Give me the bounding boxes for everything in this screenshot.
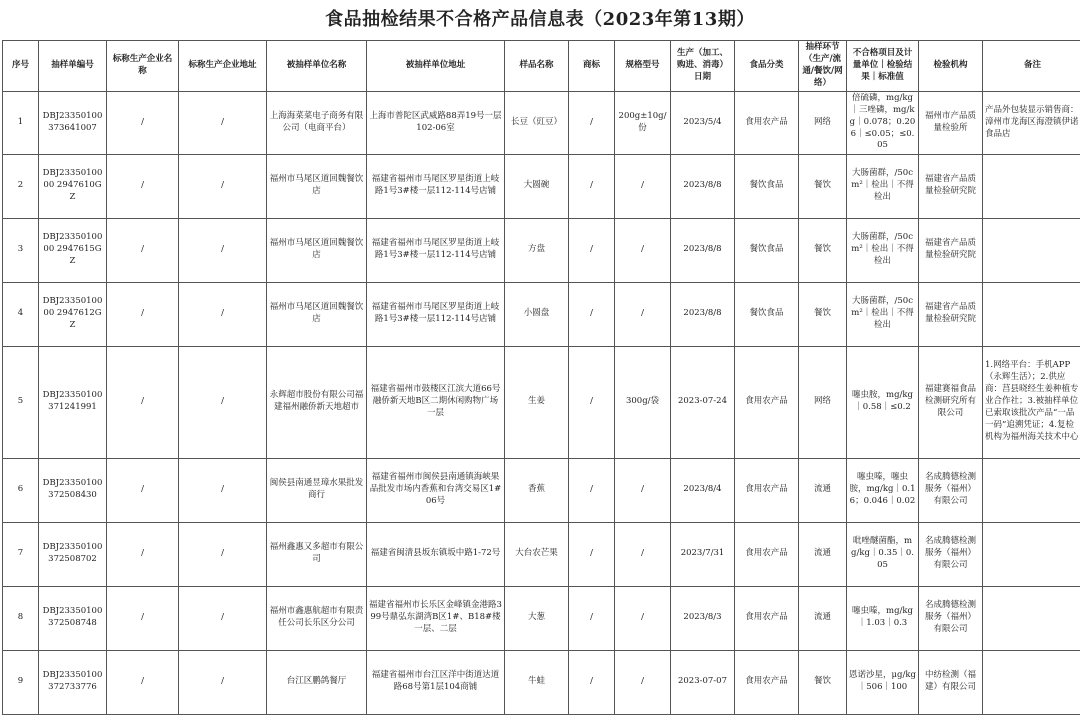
spec: /: [615, 282, 671, 346]
col-header: 被抽样单位名称: [267, 41, 367, 92]
row-number: 4: [3, 282, 39, 346]
remarks: [983, 218, 1080, 282]
row-number: 3: [3, 218, 39, 282]
remarks: [983, 154, 1080, 218]
manufacturer-name: /: [107, 650, 179, 714]
sampled-unit-address: 福建省福州市台江区洋中街道达道路68号第1层104商铺: [367, 650, 505, 714]
manufacturer-address: /: [179, 282, 267, 346]
sample-number: DBJ23350100372508430: [39, 458, 107, 522]
table-row: [3, 650, 1080, 714]
production-date: 2023/5/4: [671, 91, 735, 154]
col-header: 样品名称: [505, 41, 569, 92]
col-header: 食品分类: [735, 41, 799, 92]
table-row: [3, 154, 1080, 218]
spec: /: [615, 522, 671, 586]
col-header: 规格型号: [615, 41, 671, 92]
sampled-unit-name: 上海海菜菜电子商务有限公司（电商平台）: [267, 91, 367, 154]
sample-number: DBJ2335010000 2947612GZ: [39, 282, 107, 346]
col-header: 商标: [569, 41, 615, 92]
food-category: 餐饮食品: [735, 282, 799, 346]
test-result: 恩诺沙星，μg/kg｜506｜100: [847, 650, 919, 714]
manufacturer-name: /: [107, 154, 179, 218]
sampled-unit-name: 福州鑫惠又多超市有限公司: [267, 522, 367, 586]
brand: /: [569, 282, 615, 346]
sampling-stage: 网络: [799, 91, 847, 154]
col-header: 检验机构: [919, 41, 983, 92]
sampled-unit-name: 永辉超市股份有限公司福建福州融侨新天地超市: [267, 346, 367, 458]
manufacturer-address: /: [179, 346, 267, 458]
sample-name: 牛蛙: [505, 650, 569, 714]
sampled-unit-address: 福建省福州市闽侯县南通镇海峡果品批发市场内香蕉和台湾交易区1#06号: [367, 458, 505, 522]
page-title: 食品抽检结果不合格产品信息表（2023年第13期）: [325, 9, 755, 30]
sampled-unit-name: 福州市马尾区道回魏餐饮店: [267, 154, 367, 218]
production-date: 2023/8/8: [671, 154, 735, 218]
brand: /: [569, 154, 615, 218]
sample-number: DBJ23350100371241991: [39, 346, 107, 458]
sampling-stage: 餐饮: [799, 218, 847, 282]
remarks: [983, 522, 1080, 586]
col-header: 序号: [3, 41, 39, 92]
test-result: 噻虫胺，mg/kg｜0.58｜≤0.2: [847, 346, 919, 458]
col-header: 标称生产企业地址: [179, 41, 267, 92]
production-date: 2023-07-24: [671, 346, 735, 458]
sample-name: 香蕉: [505, 458, 569, 522]
manufacturer-address: /: [179, 458, 267, 522]
production-date: 2023/8/8: [671, 282, 735, 346]
sample-number: DBJ2335010000 2947615GZ: [39, 218, 107, 282]
remarks: [983, 650, 1080, 714]
brand: /: [569, 218, 615, 282]
sampled-unit-address: 上海市普陀区武威路88弄19号一层102-06室: [367, 91, 505, 154]
sampled-unit-name: 福州市马尾区道回魏餐饮店: [267, 282, 367, 346]
manufacturer-name: /: [107, 522, 179, 586]
brand: /: [569, 91, 615, 154]
sample-number: DBJ2335010000 2947610GZ: [39, 154, 107, 218]
production-date: 2023/8/4: [671, 458, 735, 522]
col-header: 生产（加工、购进、消毒）日期: [671, 41, 735, 92]
test-agency: 名成腾德检测服务（福州）有限公司: [919, 586, 983, 650]
sampled-unit-address: 福建省福州市马尾区罗星街道上岐路1号3#楼一层112-114号店铺: [367, 282, 505, 346]
row-number: 9: [3, 650, 39, 714]
production-date: 2023/8/3: [671, 586, 735, 650]
manufacturer-name: /: [107, 346, 179, 458]
test-result: 倍硫磷，mg/kg｜三唑磷，mg/kg｜0.078；0.206｜≤0.05；≤0.05: [847, 91, 919, 154]
test-agency: 福建省产品质量检验研究院: [919, 218, 983, 282]
test-result: 大肠菌群，/50cm²｜检出｜不得检出: [847, 218, 919, 282]
sampling-stage: 餐饮: [799, 154, 847, 218]
spec: 300g/袋: [615, 346, 671, 458]
sampling-stage: 餐饮: [799, 282, 847, 346]
col-header: 不合格项目及计量单位｜检验结果｜标准值: [847, 41, 919, 92]
col-header: 备注: [983, 41, 1080, 92]
table-row: [3, 282, 1080, 346]
test-agency: 福州市产品质量检验所: [919, 91, 983, 154]
remarks: 产品外包装显示销售商：漳州市龙海区海澄镇伊诺食品店: [983, 91, 1080, 154]
remarks: [983, 586, 1080, 650]
spec: /: [615, 458, 671, 522]
food-category: 食用农产品: [735, 586, 799, 650]
spec: /: [615, 218, 671, 282]
sample-name: 大圆碗: [505, 154, 569, 218]
test-agency: 名成腾德检测服务（福州）有限公司: [919, 522, 983, 586]
row-number: 7: [3, 522, 39, 586]
table-row: [3, 91, 1080, 154]
sample-name: 方盘: [505, 218, 569, 282]
sample-name: 大葱: [505, 586, 569, 650]
manufacturer-address: /: [179, 586, 267, 650]
col-header: 标称生产企业名称: [107, 41, 179, 92]
remarks: [983, 282, 1080, 346]
test-result: 噻虫嗪，噻虫胺，mg/kg｜0.16；0.046｜0.02: [847, 458, 919, 522]
production-date: 2023/7/31: [671, 522, 735, 586]
table-row: [3, 346, 1080, 458]
sample-number: DBJ23350100372508748: [39, 586, 107, 650]
brand: /: [569, 586, 615, 650]
test-agency: 福建赛福食品检测研究所有限公司: [919, 346, 983, 458]
manufacturer-name: /: [107, 458, 179, 522]
remarks: 1.网络平台：手机APP（永辉生活）；2.供应商：莒县晓经生姜种植专业合作社；3.被抽样单位已索取该批次产品“一品一码”追溯凭证；4.复检机构为福州海关技术中心: [983, 346, 1080, 458]
row-number: 2: [3, 154, 39, 218]
sampled-unit-name: 福州市马尾区道回魏餐饮店: [267, 218, 367, 282]
sampled-unit-address: 福建省福州市马尾区罗星街道上岐路1号3#楼一层112-114号店铺: [367, 154, 505, 218]
sample-name: 生姜: [505, 346, 569, 458]
sampled-unit-name: 福州市鑫惠航超市有限责任公司长乐区分公司: [267, 586, 367, 650]
sample-number: DBJ23350100372733776: [39, 650, 107, 714]
test-result: 大肠菌群，/50cm²｜检出｜不得检出: [847, 154, 919, 218]
manufacturer-name: /: [107, 282, 179, 346]
sample-number: DBJ23350100373641007: [39, 91, 107, 154]
table-row: [3, 586, 1080, 650]
spec: /: [615, 154, 671, 218]
food-category: 食用农产品: [735, 91, 799, 154]
spec: /: [615, 650, 671, 714]
brand: /: [569, 458, 615, 522]
results-table: [2, 40, 1080, 715]
test-result: 大肠菌群，/50cm²｜检出｜不得检出: [847, 282, 919, 346]
food-category: 食用农产品: [735, 458, 799, 522]
test-result: 吡唑醚菌酯，mg/kg｜0.35｜0.05: [847, 522, 919, 586]
manufacturer-address: /: [179, 154, 267, 218]
production-date: 2023/8/8: [671, 218, 735, 282]
spec: /: [615, 586, 671, 650]
table-row: [3, 218, 1080, 282]
table-row: [3, 522, 1080, 586]
sample-name: 大台农芒果: [505, 522, 569, 586]
sampled-unit-name: 闽侯县南通昱璋水果批发商行: [267, 458, 367, 522]
sample-number: DBJ23350100372508702: [39, 522, 107, 586]
manufacturer-address: /: [179, 91, 267, 154]
sample-name: 小圆盘: [505, 282, 569, 346]
col-header: 抽样环节（生产/流通/餐饮/网络）: [799, 41, 847, 92]
header-row: [3, 41, 1080, 92]
col-header: 被抽样单位地址: [367, 41, 505, 92]
row-number: 6: [3, 458, 39, 522]
manufacturer-address: /: [179, 218, 267, 282]
brand: /: [569, 522, 615, 586]
brand: /: [569, 650, 615, 714]
test-agency: 中纺检测（福建）有限公司: [919, 650, 983, 714]
row-number: 5: [3, 346, 39, 458]
food-category: 餐饮食品: [735, 218, 799, 282]
sampling-stage: 流通: [799, 522, 847, 586]
food-category: 食用农产品: [735, 650, 799, 714]
sampled-unit-address: 福建省福州市鼓楼区江滨大道66号融侨新天地B区二期休闲购物广场一层: [367, 346, 505, 458]
test-agency: 福建省产品质量检验研究院: [919, 282, 983, 346]
sampled-unit-name: 台江区鹏鸽餐厅: [267, 650, 367, 714]
manufacturer-address: /: [179, 522, 267, 586]
sampled-unit-address: 福建省闽清县坂东镇坂中路1-72号: [367, 522, 505, 586]
sampling-stage: 流通: [799, 586, 847, 650]
col-header: 抽样单编号: [39, 41, 107, 92]
food-category: 餐饮食品: [735, 154, 799, 218]
row-number: 1: [3, 91, 39, 154]
sampling-stage: 餐饮: [799, 650, 847, 714]
sampled-unit-address: 福建省福州市长乐区金峰镇金港路399号鼎弘东湖湾B区1#、B18#楼一层、二层: [367, 586, 505, 650]
manufacturer-name: /: [107, 218, 179, 282]
production-date: 2023-07-07: [671, 650, 735, 714]
manufacturer-name: /: [107, 586, 179, 650]
table-row: [3, 458, 1080, 522]
sampling-stage: 网络: [799, 346, 847, 458]
food-category: 食用农产品: [735, 522, 799, 586]
remarks: [983, 458, 1080, 522]
sampled-unit-address: 福建省福州市马尾区罗星街道上岐路1号3#楼一层112-114号店铺: [367, 218, 505, 282]
sample-name: 长豆（豇豆）: [505, 91, 569, 154]
test-result: 噻虫嗪，mg/kg｜1.03｜0.3: [847, 586, 919, 650]
manufacturer-name: /: [107, 91, 179, 154]
test-agency: 福建省产品质量检验研究院: [919, 154, 983, 218]
sampling-stage: 流通: [799, 458, 847, 522]
test-agency: 名成腾德检测服务（福州）有限公司: [919, 458, 983, 522]
manufacturer-address: /: [179, 650, 267, 714]
spec: 200g±10g/份: [615, 91, 671, 154]
brand: /: [569, 346, 615, 458]
row-number: 8: [3, 586, 39, 650]
food-category: 食用农产品: [735, 346, 799, 458]
